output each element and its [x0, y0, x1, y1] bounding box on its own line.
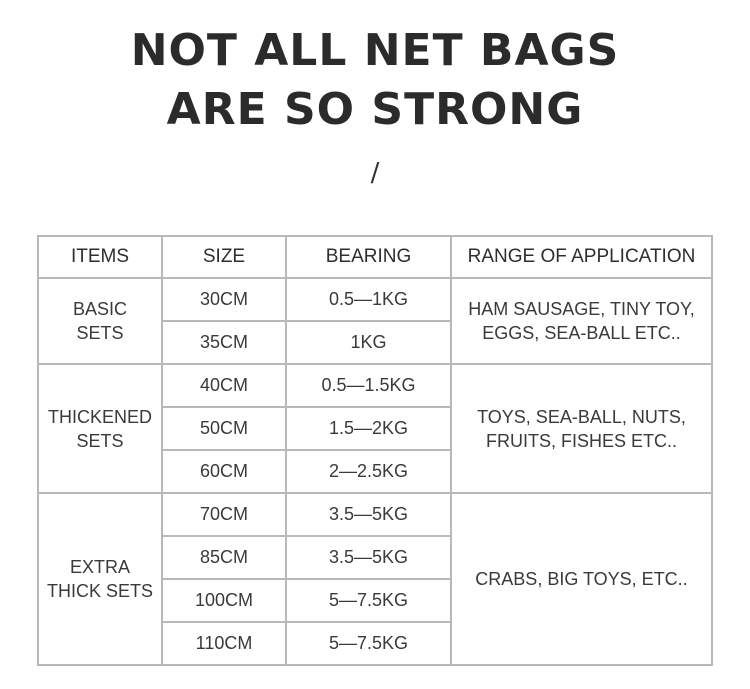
header-bearing: BEARING: [286, 236, 451, 278]
application-basic-sets: [451, 278, 712, 364]
item-label-line: BASIC: [72, 299, 128, 319]
item-basic-sets: [38, 278, 162, 364]
item-label-line: THICKENED: [47, 406, 152, 427]
application-thickened-sets: [451, 364, 712, 493]
bearing-cell: 1.5—2KG: [286, 407, 451, 450]
table-row: [38, 278, 712, 321]
spec-table: [37, 235, 713, 666]
bearing-cell: 0.5—1KG: [286, 278, 451, 321]
application-line: EGGS, SEA-BALL ETC..: [482, 323, 681, 343]
bearing-cell: 1KG: [286, 321, 451, 364]
size-cell: 85CM: [162, 536, 286, 579]
bearing-cell: 2—2.5KG: [286, 450, 451, 493]
size-cell: 50CM: [162, 407, 286, 450]
item-label-line: THICK SETS: [46, 581, 153, 601]
size-cell: 40CM: [162, 364, 286, 407]
size-cell: 35CM: [162, 321, 286, 364]
header-row: [38, 236, 712, 278]
heading-divider: /: [370, 158, 380, 188]
bearing-cell: 3.5—5KG: [286, 493, 451, 536]
bearing-cell: 5—7.5KG: [286, 579, 451, 622]
item-label-line: SETS: [76, 430, 124, 451]
bearing-cell: 5—7.5KG: [286, 622, 451, 665]
item-extra-thick-sets: [38, 493, 162, 665]
bearing-cell: 3.5—5KG: [286, 536, 451, 579]
size-cell: 60CM: [162, 450, 286, 493]
application-extra-thick-sets: [451, 493, 712, 665]
table-row: [38, 364, 712, 407]
application-line: CRABS, BIG TOYS, ETC..: [475, 569, 688, 589]
item-label-line: EXTRA: [69, 557, 130, 577]
heading-line-1: NOT ALL NET BAGS: [130, 25, 620, 76]
item-thickened-sets: [38, 364, 162, 493]
bearing-cell: 0.5—1.5KG: [286, 364, 451, 407]
application-line: HAM SAUSAGE, TINY TOY,: [468, 299, 695, 319]
header-range-of-application: RANGE OF APPLICATION: [451, 236, 712, 278]
header-items: ITEMS: [38, 236, 162, 278]
application-line: FRUITS, FISHES ETC..: [485, 430, 677, 451]
size-cell: 110CM: [162, 622, 286, 665]
header-size: SIZE: [162, 236, 286, 278]
table-row: [38, 493, 712, 536]
item-label-line: SETS: [76, 323, 124, 343]
size-cell: 100CM: [162, 579, 286, 622]
heading-line-2: ARE SO STRONG: [166, 84, 584, 135]
application-line: TOYS, SEA-BALL, NUTS,: [477, 406, 686, 427]
size-cell: 70CM: [162, 493, 286, 536]
size-cell: 30CM: [162, 278, 286, 321]
